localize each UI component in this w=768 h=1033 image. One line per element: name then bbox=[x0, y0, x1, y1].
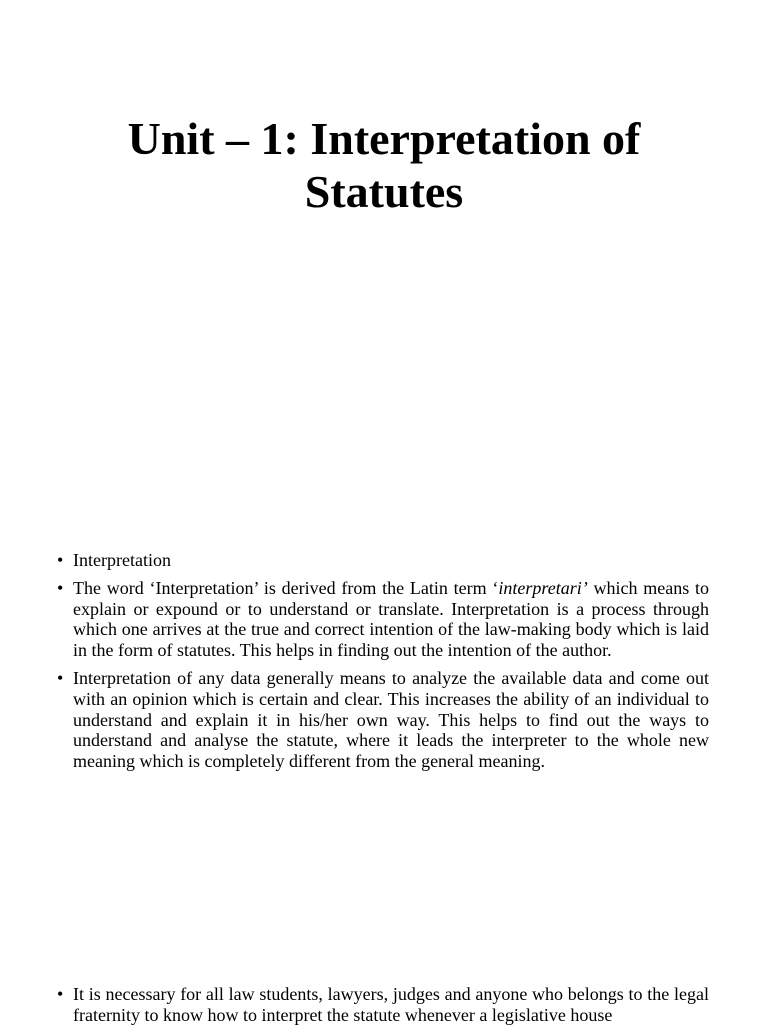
bullet-text: It is necessary for all law students, lawyers, judges and anyone who belongs to the legal fraternity to know how to interpret the statute whenever a legislative house bbox=[73, 984, 709, 1025]
bullet-dot-icon: • bbox=[57, 577, 64, 598]
bullet-dot-icon: • bbox=[57, 984, 64, 1004]
bullet-data-interpretation bbox=[57, 668, 709, 772]
bullet-dot-icon: • bbox=[57, 550, 64, 570]
bullet-text-before: The word ‘Interpretation’ is derived from the Latin term ‘ bbox=[73, 577, 499, 598]
bullet-text: Interpretation bbox=[73, 550, 171, 570]
bullet-interpretation-heading bbox=[57, 550, 709, 571]
bullet-text-after: which means to explain or expound or to understand or translate. Interpretation is a process through which one arrives at the true and correct intention of the law-making body which is laid in the form of statutes. This helps in finding out the intention of the author. bbox=[73, 577, 709, 661]
bullet-list-necessity bbox=[57, 984, 709, 1033]
bullet-word-origin bbox=[57, 578, 709, 661]
bullet-dot-icon: • bbox=[57, 667, 64, 688]
slide-title: Unit – 1: Interpretation of Statutes bbox=[127, 113, 641, 217]
bullet-necessity bbox=[57, 984, 709, 1026]
latin-term: interpretari’ bbox=[498, 577, 588, 598]
bullet-text: Interpretation of any data generally means to analyze the available data and come out with an opinion which is certain and clear. This increases the ability of an individual to understand and explain it in his/her own way. This helps to find out the ways to understand and analyse the statute, where it leads the interpreter to the whole new meaning which is completely different from the general meaning. bbox=[73, 667, 709, 772]
bullet-list-intro bbox=[57, 550, 709, 779]
